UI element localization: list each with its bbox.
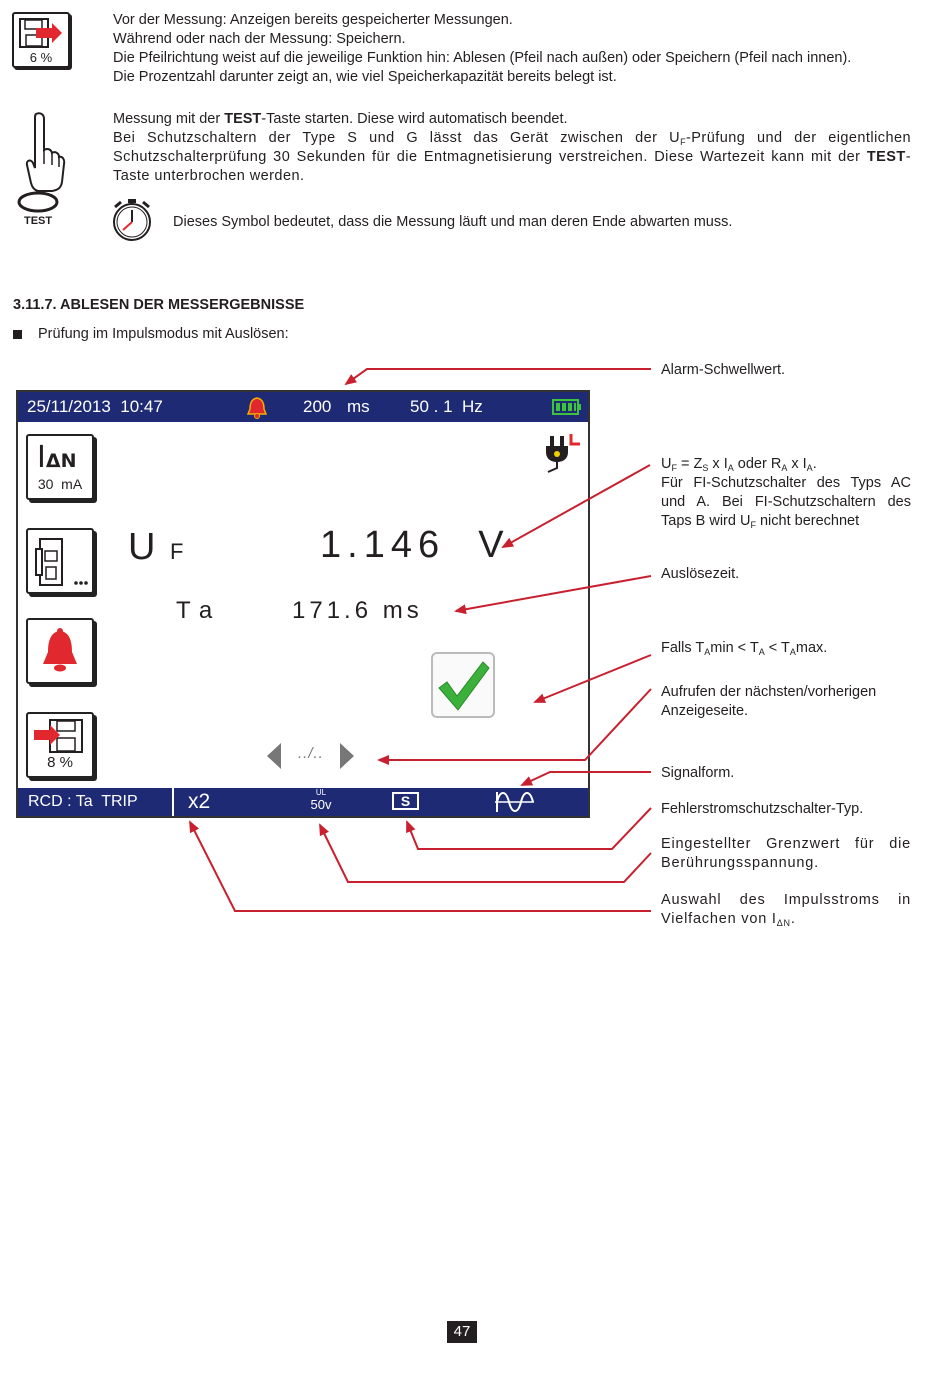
annotation-rcd-type: Fehlerstromschutzschalter-Typ.: [661, 801, 864, 817]
arrow-uf: [503, 465, 650, 547]
annotation-pulse: Auswahl des Impulsstroms in Vielfachen von $I_{\Delta N}$.: [661, 892, 911, 928]
alarm-unit: ms: [347, 397, 370, 416]
ta-value: 171.6 ms: [292, 597, 423, 624]
pulse-multiplier[interactable]: x2: [188, 790, 211, 813]
arrow-trip-time: [456, 576, 651, 611]
section-heading: 3.11.7. ABLESEN DER MESSERGEBNISSE: [13, 297, 305, 313]
arrow-limit: [320, 825, 651, 882]
save-line: Die Pfeilrichtung weist auf die jeweilige Funktion hin: Ablesen (Pfeil nach außen) oder Speichern (Pfeil nach innen).: [113, 50, 852, 66]
rcd-type-indicator[interactable]: S: [392, 792, 419, 810]
arrow-pulse: [190, 822, 651, 911]
save-line: Die Prozentzahl darunter zeigt an, wie viel Speicherkapazität bereits belegt ist.: [113, 69, 617, 85]
idn-value: 30 mA: [37, 476, 83, 492]
save-line: Vor der Messung: Anzeigen bereits gespeicherter Messungen.: [113, 12, 513, 28]
idn-symbol: IΔN: [37, 440, 77, 475]
annotation-uf-formula: $U_F = Z_S$ x $I_A$ oder $R_A$ x $I_A$.: [661, 456, 817, 473]
test-paragraph-1: Messung mit der TEST-Taste starten. Diese wird automatisch beendet.: [113, 111, 568, 127]
uf-value: 1.146 V: [320, 524, 510, 566]
rcd-mode: RCD : Ta TRIP: [28, 793, 138, 810]
frequency: 50 . 1 Hz: [410, 397, 483, 416]
ul-value: 50v: [310, 797, 332, 812]
arrow-pages: [379, 689, 651, 760]
save-icon-percent: 6 %: [29, 50, 53, 65]
test-paragraph-2: Bei Schutzschaltern der Type S und G lässt das Gerät zwischen der $U_F$-Prüfung und der eigentlichen Schutzschalterprüfung 30 Sekunden für die Entmagnetisierung verstreichen. Diese Wartezeit kann mit der TEST-Taste unterbrochen werden.: [113, 130, 911, 184]
page-number: 47: [447, 1321, 477, 1343]
page-indicator: ../..: [298, 745, 324, 762]
arrow-signal: [522, 772, 651, 785]
annotation-pages: Aufrufen der nächsten/vorherigen Anzeigeseite.: [661, 684, 877, 719]
memory-percent: 8 %: [47, 754, 73, 771]
arrow-check: [535, 655, 651, 702]
annotation-alarm: Alarm-Schwellwert.: [661, 362, 786, 378]
test-key-label: TEST: [24, 215, 53, 227]
timer-description: Dieses Symbol bedeutet, dass die Messung läuft und man deren Ende abwarten muss.: [173, 214, 733, 230]
arrow-alarm: [346, 369, 651, 384]
annotation-check: Falls $T_A\min < T_A < T_A\max$.: [661, 640, 828, 657]
uf-label: U F: [128, 526, 186, 568]
ul-label: UL: [315, 788, 327, 797]
annotation-limit: Eingestellter Grenzwert für die Berührungsspannung.: [661, 836, 911, 871]
annotation-uf-note: Für FI-Schutzschalter des Typs AC und A. Bei FI-Schutzschaltern des Taps B wird $U_F$ nicht berechnet: [661, 475, 911, 530]
bullet-text: Prüfung im Impulsmodus mit Auslösen:: [38, 326, 289, 342]
date-time: 25/11/2013 10:47: [27, 397, 163, 416]
arrow-rcd-type: [407, 808, 651, 849]
alarm-value: 200: [303, 397, 332, 416]
annotation-trip-time: Auslösezeit.: [661, 566, 740, 582]
save-line: Während oder nach der Messung: Speichern.: [113, 31, 406, 47]
ta-label: T a: [176, 597, 214, 624]
annotation-uf: [661, 455, 911, 531]
annotation-signal: Signalform.: [661, 765, 735, 781]
